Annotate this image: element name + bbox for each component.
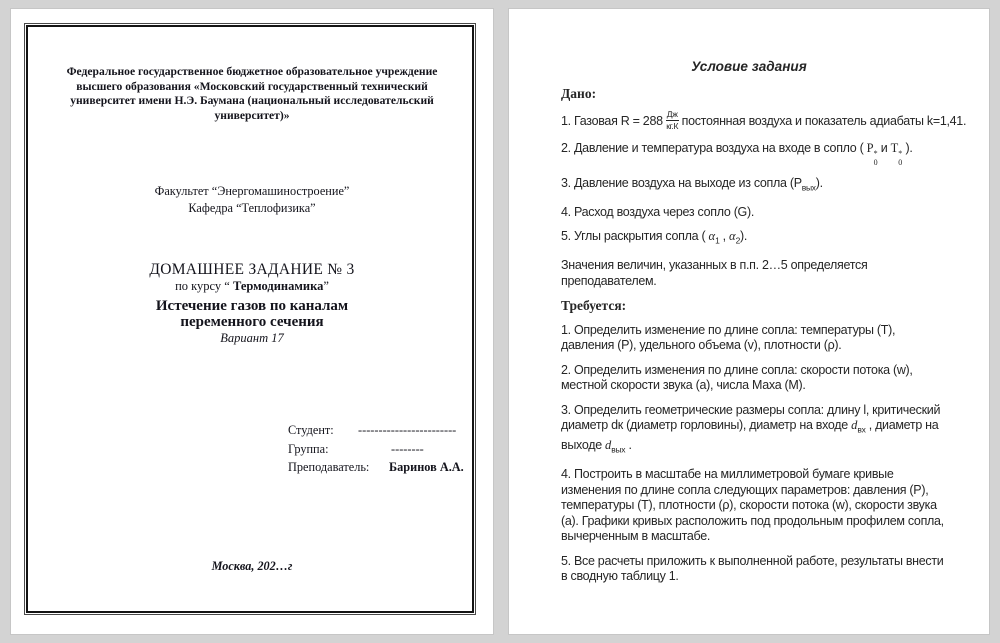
title-page: [10, 8, 494, 635]
d-outlet-subscript: вых: [611, 444, 626, 455]
faculty-line: Факультет “Энергомашиностроение”: [154, 184, 350, 198]
department-line: Кафедра “Теплофизика”: [188, 201, 316, 215]
alpha2-symbol: α: [729, 229, 736, 243]
fraction-numerator: Дж: [666, 108, 678, 119]
topic-line-2: переменного сечения: [180, 314, 324, 330]
fraction-denominator: кг.К: [666, 120, 679, 131]
given-1-text: 1. Газовая R = 288: [561, 113, 663, 128]
given-2-text: 2. Давление и температура воздуха на входе в сопло (: [561, 140, 867, 155]
required-heading: Требуется:: [561, 298, 627, 313]
sup: *: [898, 148, 903, 158]
required-item-1: 1. Определить изменение по длине сопла: температуры (Т), давления (Р), удельного объема (v), плотности (ρ).: [561, 322, 896, 352]
conditions-title: Условие задания: [691, 59, 807, 74]
required-item-4: 4. Построить в масштабе на миллиметровой бумаге кривые изменения по длине сопла следующих параметров: давления (P), температуры (Т), плотности (ρ), скорости потока (w), скорости звука (а). Графики кривых расположить под продольным профилем сопла, вычерченным в масштабе.: [561, 467, 944, 543]
student-row: [288, 421, 464, 440]
given-2-text2: ).: [902, 140, 913, 155]
course-prefix: по курсу “: [175, 279, 233, 293]
temperature-symbol: T: [890, 140, 899, 155]
outlet-subscript: вых: [801, 182, 816, 192]
required-3-text: 3. Определить геометрические размеры сопла: длину l, критический диаметр dк (диаметр горловины), диаметр на входе: [561, 402, 941, 432]
sup: *: [873, 148, 878, 158]
sub: 0: [873, 157, 878, 167]
conditions-content: [561, 86, 967, 594]
group-label: Группа:: [288, 441, 329, 456]
required-item-3: [561, 403, 951, 459]
units-fraction: [666, 110, 679, 131]
group-row: [288, 440, 464, 459]
university-header: [41, 65, 463, 123]
university-header-line: университет)»: [214, 108, 290, 122]
sub: 0: [898, 157, 903, 167]
variant-label: Вариант 17: [220, 331, 284, 345]
assignment-title: ДОМАШНЕЕ ЗАДАНИЕ № 3: [149, 261, 355, 278]
given-5-text: 5. Углы раскрытия сопла (: [561, 229, 709, 243]
d-outlet-symbol: d: [605, 438, 612, 452]
course-name: Термодинамика: [232, 279, 324, 293]
given-item-2: [561, 141, 951, 167]
course-line: [41, 279, 463, 294]
comma: ,: [719, 229, 730, 243]
required-3-text3: .: [625, 438, 632, 452]
note-paragraph: Значения величин, указанных в п.п. 2…5 определяется преподавателем.: [561, 258, 868, 288]
teacher-label: Преподаватель:: [288, 460, 370, 474]
conjunction: и: [877, 140, 891, 155]
given-heading: Дано:: [561, 86, 597, 101]
topic-line-1: Истечение газов по каналам: [155, 298, 349, 314]
given-5-text2: ).: [740, 229, 748, 243]
conditions-page: [508, 8, 990, 635]
required-3-text2: , диаметр на выходе: [561, 418, 939, 452]
d-inlet-symbol: d: [851, 418, 858, 432]
given-item-1: [561, 108, 967, 132]
credits-block: [288, 421, 464, 477]
given-1-text2: постоянная воздуха и показатель адиабаты k=1,41.: [681, 113, 967, 128]
alpha2-subscript: 2: [735, 235, 741, 246]
group-value: --------: [391, 441, 424, 456]
pressure-symbol: P: [866, 140, 874, 155]
course-suffix: ”: [323, 279, 329, 293]
given-item-3: [561, 176, 951, 196]
student-label: Студент:: [288, 423, 334, 437]
alpha1-subscript: 1: [715, 235, 720, 246]
teacher-value: Баринов А.А.: [389, 460, 464, 474]
d-inlet-subscript: вх: [857, 424, 866, 435]
given-3-text2: ).: [815, 175, 823, 190]
university-header-line: Федеральное государственное бюджетное образовательное учреждение: [66, 65, 438, 78]
alpha1-symbol: α: [708, 229, 716, 243]
required-item-2: 2. Определить изменения по длине сопла: скорости потока (w), местной скорости звука (а), числа Маха (М).: [561, 362, 913, 392]
student-value: ------------------------: [358, 423, 457, 437]
required-item-5: 5. Все расчеты приложить к выполненной работе, результаты внести в сводную таблицу 1.: [561, 553, 944, 583]
university-header-line: высшего образования «Московский государственный технический: [76, 79, 428, 93]
given-3-text: 3. Давление воздуха на выходе из сопла (P: [561, 175, 802, 190]
university-header-line: университет имени Н.Э. Баумана (национальный исследовательский: [70, 94, 434, 107]
given-item-4: 4. Расход воздуха через сопло (G).: [561, 204, 755, 219]
given-item-5: [561, 229, 951, 249]
faculty-block: [41, 183, 463, 217]
teacher-row: [288, 458, 464, 477]
city-year-line: Москва, 202…г: [211, 559, 293, 573]
